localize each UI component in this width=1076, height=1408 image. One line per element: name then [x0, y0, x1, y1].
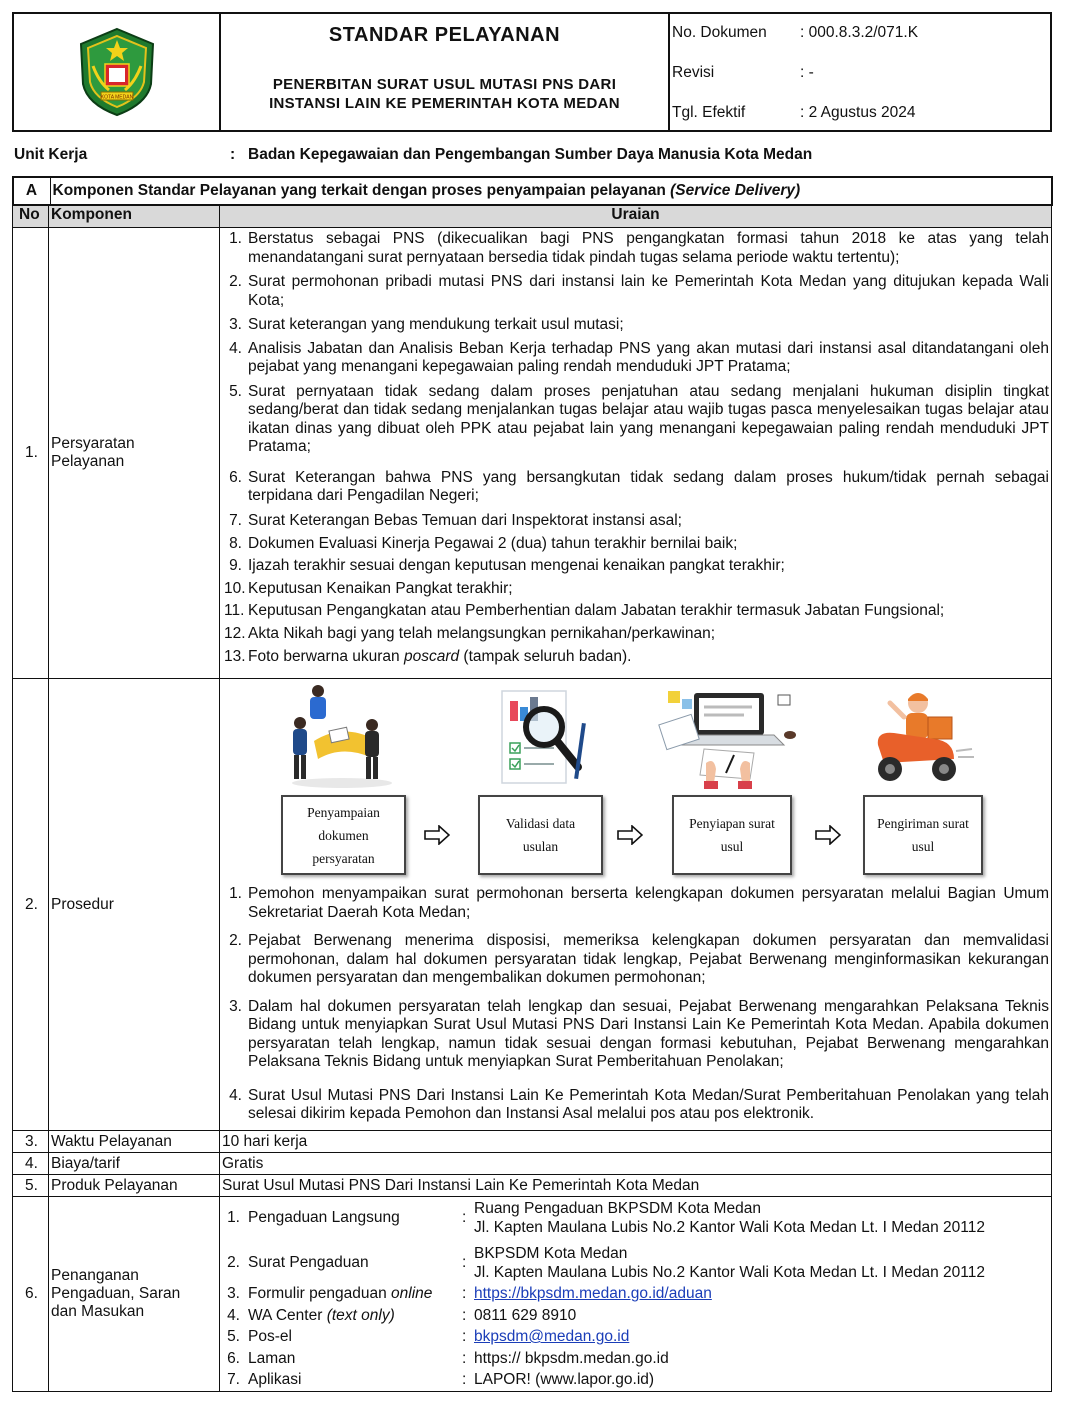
col-no: No	[13, 206, 49, 227]
page-subtitle	[221, 75, 668, 113]
row-number: 1.	[13, 228, 49, 678]
document-meta	[670, 14, 1050, 130]
row-label: Produk Pelayanan	[49, 1175, 220, 1196]
logo-cell	[14, 14, 221, 130]
table-row-biaya	[13, 1153, 1051, 1175]
list-item: 2. Surat Pengaduan : BKPSDM Kota Medan Jl. Kapten Maulana Lubis No.2 Kantor Wali Kota Medan Lt. I Medan 20112	[227, 1245, 985, 1281]
list-item: 1. Pengaduan Langsung : Ruang Pengaduan BKPSDM Kota Medan Jl. Kapten Maulana Lubis No.2 Kantor Wali Kota Medan Lt. I Medan 20112	[227, 1200, 985, 1236]
website-url: https:// bkpsdm.medan.go.id	[474, 1349, 669, 1367]
arrow-right-icon	[617, 825, 643, 845]
document-handover-illustration-icon	[282, 683, 402, 791]
meta-value: : -	[800, 64, 814, 81]
list-item: 4. WA Center (text only) : 0811 629 8910	[227, 1306, 577, 1324]
meta-document-number	[672, 24, 1050, 64]
laptop-preparation-illustration-icon	[654, 683, 804, 791]
email-link[interactable]: bkpsdm@medan.go.id	[474, 1328, 630, 1345]
list-item: 9. Ijazah terakhir sesuai dengan keputusan mengenai kenaikan pangkat terakhir;	[229, 556, 785, 574]
flow-step-penyiapan: Penyiapan surat usul	[672, 795, 792, 875]
row-label: Penanganan Pengaduan, Saran dan Masukan	[49, 1197, 220, 1391]
meta-value: : 2 Agustus 2024	[800, 104, 916, 121]
list-item: 2. Surat permohonan pribadi mutasi PNS dari instansi lain ke Pemerintah Kota Medan yang ditujukan kepada Wali Kota;	[229, 273, 1049, 309]
col-komponen: Komponen	[49, 206, 220, 227]
complaint-channels	[220, 1197, 1051, 1391]
list-item: 2. Pejabat Berwenang menerima disposisi, memeriksa kelengkapan dokumen persyaratan dan memvalidasi permohonan, dalam hal dokumen persyaratan tidak lengkap, Pejabat Berwenang menginformasikan kekurangan dokumen persyaratan dan mengembalikan dokumen permohonan;	[229, 932, 1049, 986]
col-uraian: Uraian	[611, 206, 660, 223]
meta-revision	[672, 64, 1050, 104]
row-number: 4.	[13, 1153, 49, 1174]
table-header	[13, 206, 1051, 228]
row-label-line: Pelayanan	[51, 453, 125, 470]
row-label: Prosedur	[49, 679, 220, 1130]
unit-value: Badan Kepegawaian dan Pengembangan Sumber Daya Manusia Kota Medan	[248, 146, 813, 163]
section-title	[50, 178, 1051, 204]
row-label-line: Persyaratan	[51, 435, 135, 452]
unit-kerja	[14, 146, 812, 164]
row-label	[49, 228, 220, 678]
list-item: 1. Berstatus sebagai PNS (dikecualikan bagi PNS pengangkatan formasi tahun 2018 ke atas yang telah menandatangani surat pernyataan bersedia tidak pindah tugas selama periode waktu tertentu);	[229, 230, 1049, 266]
courier-scooter-illustration-icon	[856, 683, 976, 791]
flow-step-validasi: Validasi data usulan	[478, 795, 603, 875]
page-title: STANDAR PELAYANAN	[328, 24, 561, 46]
list-item: 6. Laman : https:// bkpsdm.medan.go.id	[220, 1350, 1051, 1369]
section-title-italic: (Service Delivery)	[670, 182, 801, 199]
requirements-list	[220, 228, 1051, 678]
complaint-form-link[interactable]: https://bkpsdm.medan.go.id/aduan	[474, 1285, 712, 1302]
flow-step-penyampaian: Penyampaian dokumen persyaratan	[281, 795, 406, 875]
list-item: 4. Analisis Jabatan dan Analisis Beban Kerja terhadap PNS yang akan mutasi dari instansi asal ditandatangani oleh pejabat yang menangani kepegawaian paling rendah menduduki JPT Pratama;	[229, 339, 1049, 375]
list-item: 12. Akta Nikah bagi yang telah melangsungkan pernikahan/perkawinan;	[224, 625, 716, 642]
meta-label: No. Dokumen	[672, 24, 767, 41]
unit-label: Unit Kerja	[14, 146, 88, 163]
section-letter: A	[25, 182, 38, 199]
table-row-waktu	[13, 1131, 1051, 1153]
section-a-header	[12, 176, 1053, 206]
list-item: 6. Surat Keterangan bahwa PNS yang bersangkutan tidak sedang dalam proses hukum/tidak pernah sebagai terpidana dari Pengadilan Negeri;	[229, 468, 1049, 504]
row-value: 10 hari kerja	[222, 1133, 308, 1150]
meta-label: Tgl. Efektif	[672, 104, 746, 121]
list-item: 1. Pemohon menyampaikan surat permohonan berserta kelengkapan dokumen persyaratan melalui Bagian Umum Sekretariat Daerah Kota Medan;	[229, 885, 1049, 921]
list-item: 4. Surat Usul Mutasi PNS Dari Instansi Lain Ke Pemerintah Kota Medan/Surat Pemberitahuan Penolakan yang telah selesai dikirim kepada Pemohon dan Instansi Asal melalui pos atau pos elektronik.	[229, 1086, 1049, 1122]
row-number: 5.	[13, 1175, 49, 1196]
subtitle-line-1: PENERBITAN SURAT USUL MUTASI PNS DARI	[272, 76, 617, 93]
service-standard-table	[12, 176, 1052, 1392]
procedure-cell	[220, 679, 1051, 1130]
list-item: 7. Surat Keterangan Bebas Temuan dari Inspektorat instansi asal;	[229, 511, 682, 529]
row-number: 3.	[13, 1131, 49, 1152]
table-row-produk	[13, 1175, 1051, 1197]
arrow-right-icon	[815, 825, 841, 845]
table-row-persyaratan	[13, 228, 1051, 679]
arrow-right-icon	[424, 825, 450, 845]
header-title-cell	[221, 14, 670, 130]
meta-effective-date	[672, 104, 1050, 144]
list-item: 3. Formulir pengaduan online : https://bkpsdm.medan.go.id/aduan	[227, 1285, 712, 1302]
list-item: 3. Surat keterangan yang mendukung terkait usul mutasi;	[229, 316, 624, 333]
row-value: Surat Usul Mutasi PNS Dari Instansi Lain Ke Pemerintah Kota Medan	[222, 1177, 700, 1194]
unit-colon: :	[230, 146, 236, 163]
list-item: 5. Surat pernyataan tidak sedang dalam proses penjatuhan atau sedang menjalani hukuman disiplin tingkat sedang/berat dan tidak sedang menjalankan tugas belajar atau wajib tugas pasca menyelesaikan tugas belajar atau ikatan dinas yang dibuat oleh PPK atau pejabat lain yang menangani kepegawaian paling rendah menduduki JPT Pratama;	[229, 382, 1049, 455]
medan-city-crest-icon	[75, 26, 159, 118]
list-item: 5. Pos-el : bkpsdm@medan.go.id	[227, 1328, 630, 1345]
row-value: Gratis	[222, 1155, 264, 1172]
row-number: 2.	[13, 679, 49, 1130]
flow-step-pengiriman: Pengiriman surat usul	[863, 795, 983, 875]
list-item: 10. Keputusan Kenaikan Pangkat terakhir;	[224, 580, 513, 597]
document-header	[12, 12, 1052, 132]
meta-value: : 000.8.3.2/071.K	[800, 24, 919, 41]
meta-label: Revisi	[672, 64, 715, 81]
section-title-text: Komponen Standar Pelayanan yang terkait dengan proses penyampaian pelayanan	[52, 182, 671, 199]
list-item: 13. Foto berwarna ukuran poscard (tampak seluruh badan).	[224, 647, 632, 665]
row-label: Waktu Pelayanan	[49, 1131, 220, 1152]
procedure-steps	[220, 879, 1051, 1126]
list-item: 11. Keputusan Pengangkatan atau Pemberhentian dalam Jabatan terakhir termasuk Jabatan Fungsional;	[224, 601, 945, 619]
procedure-flowchart	[220, 679, 1051, 879]
magnifier-validation-illustration-icon	[482, 683, 602, 791]
table-row-prosedur	[13, 679, 1051, 1131]
table-row-pengaduan	[13, 1197, 1051, 1391]
row-number: 6.	[13, 1197, 49, 1391]
subtitle-line-2: INSTANSI LAIN KE PEMERINTAH KOTA MEDAN	[269, 95, 620, 112]
row-label: Biaya/tarif	[49, 1153, 220, 1174]
logo-text: KOTA MEDAN	[100, 94, 133, 101]
list-item: 7. Aplikasi : LAPOR! (www.lapor.go.id)	[227, 1371, 655, 1388]
list-item: 3. Dalam hal dokumen persyaratan telah lengkap dan sesuai, Pejabat Berwenang mengarahkan Pelaksana Teknis Bidang untuk menyiapkan Surat Usul Mutasi PNS Dari Instansi Lain Ke Pemerintah Kota Medan. Apabila dokumen persyaratan telah lengkap, namun tidak sesuai dengan formasi kebutuhan, Pejabat Berwenang mengarahkan Pelaksana Teknis Bidang untuk menyiapkan Surat Pemberitahuan Penolakan;	[229, 997, 1049, 1070]
list-item: 8. Dokumen Evaluasi Kinerja Pegawai 2 (dua) tahun terakhir bernilai baik;	[229, 535, 738, 552]
